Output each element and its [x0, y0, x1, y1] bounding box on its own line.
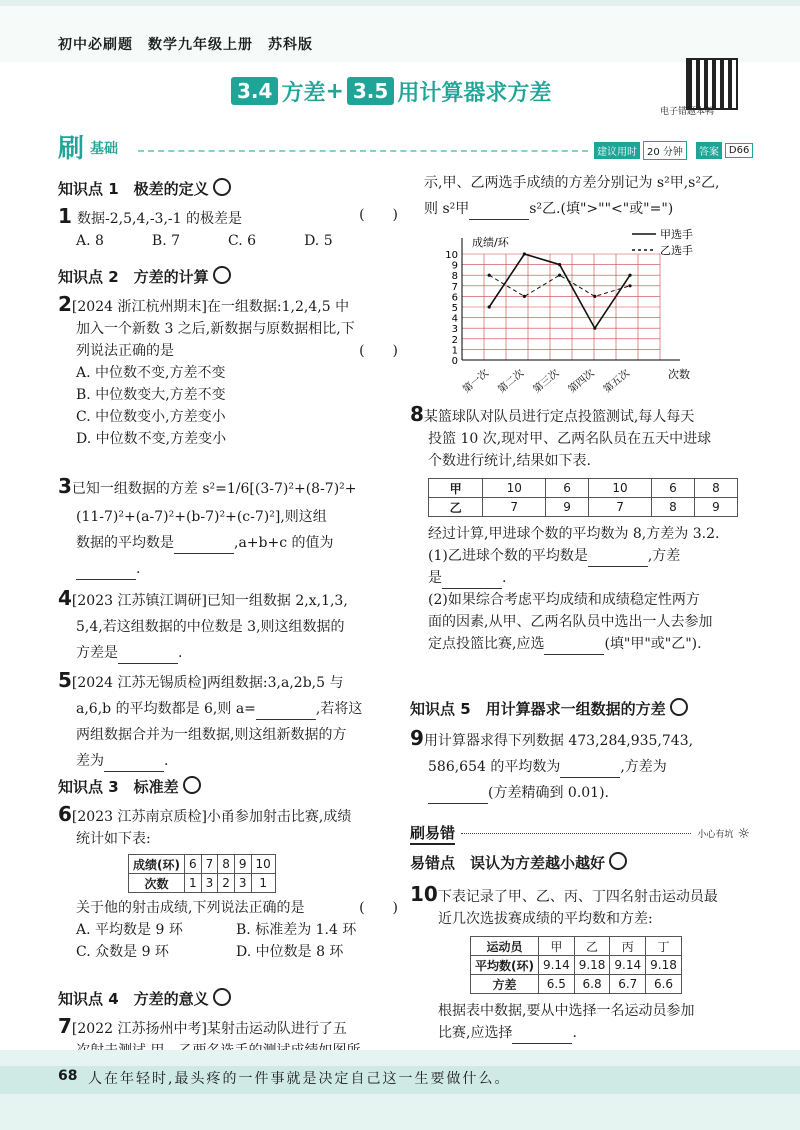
- chart-marks: [488, 227, 693, 330]
- data-point: [593, 295, 596, 298]
- pen-icon: [183, 776, 201, 794]
- score-chart: [420, 222, 720, 398]
- y-tick-label: 1: [451, 345, 458, 357]
- x-tick-label: 第四次: [566, 367, 597, 396]
- data-point: [558, 263, 561, 266]
- y-tick-label: 5: [451, 303, 458, 314]
- x-tick-label: 第三次: [531, 367, 562, 396]
- question-10: 10下表记录了甲、乙、丙、丁四名射击运动员最 近几次选拔赛成绩的平均数和方差: 运动员 甲 乙 丙 丁 平均数(环) 9.14 9.18 9.14 9.18 方差 6.5 6.8 6.7 6.6 根据表中数据,要从中选择一名运动员参加 比赛,应选择 .: [410, 882, 750, 1044]
- y-tick-label: 8: [451, 271, 458, 283]
- answer-label: 答案: [696, 142, 722, 159]
- pen-icon: [670, 698, 688, 716]
- question-6: 6[2023 江苏南京质检]小甬参加射击比赛,成绩 统计如下表: 成绩(环) 6 7 8 9 10 次数 1 3 2 3 1 关于他的射击成绩,下列说法正确的是 ( ) A. 平均数是 9 环 B. 标准差为 1.4 环 C. 众数是 9 环 D. 中位数是 8 环: [58, 802, 398, 960]
- section-name: 基础: [90, 141, 118, 157]
- page-number: 68: [58, 1068, 78, 1084]
- legend-label: 甲选手: [660, 228, 693, 241]
- data-point: [628, 274, 631, 277]
- data-point: [523, 295, 526, 298]
- question-5: 5[2024 江苏无锡质检]两组数据:3,a,2b,5 与 a,6,b 的平均数都是 6,则 a= ,若将这 两组数据合并为一组数据,则这组新数据的方 差为 .: [58, 668, 398, 772]
- chart-grid: [462, 254, 660, 360]
- data-point: [523, 252, 526, 255]
- y-tick-label: 4: [451, 313, 458, 325]
- book-header: 初中必刷题 数学九年级上册 苏科版: [58, 37, 313, 53]
- y-tick-label: 10: [445, 250, 458, 261]
- q6-table: 成绩(环) 6 7 8 9 10 次数 1 3 2 3 1: [128, 854, 276, 893]
- data-point: [488, 274, 491, 277]
- data-point: [628, 284, 631, 287]
- x-axis-label: 次数: [668, 368, 690, 381]
- kp-4: 知识点 4 方差的意义: [58, 988, 231, 1009]
- y-tick-label: 3: [451, 324, 458, 336]
- y-tick-label: 0: [451, 356, 458, 367]
- y-tick-label: 7: [451, 281, 458, 293]
- page-title: [228, 76, 551, 106]
- question-7-cont: 示,甲、乙两选手成绩的方差分别记为 s²甲,s²乙, 则 s²甲 s²乙.(填">""<"或"="): [424, 172, 754, 220]
- pen-icon: [609, 852, 627, 870]
- y-tick-label: 6: [451, 292, 458, 304]
- title-badge-2: 3.5: [347, 77, 394, 105]
- pen-icon: [213, 178, 231, 196]
- qr-code-icon[interactable]: [686, 58, 738, 110]
- data-point: [488, 305, 491, 308]
- yicuo-divider: [461, 833, 691, 834]
- data-point: [558, 274, 561, 277]
- kp-1: 知识点 1 极差的定义: [58, 178, 231, 199]
- section-tags: [594, 141, 753, 160]
- data-point: [593, 327, 596, 330]
- title-text-2: 用计算器求方差: [397, 80, 552, 106]
- pen-icon: [213, 266, 231, 284]
- yicuo-header: 刷易错 小心有坑 ☼: [410, 822, 750, 845]
- top-stripe: [0, 0, 800, 6]
- question-1: 1 数据-2,5,4,-3,-1 的极差是 ( ) A. 8 B. 7 C. 6 D. 5: [58, 204, 398, 252]
- footer-quote: 人在年轻时,最头疼的一件事就是决定自己这一生要做什么。: [88, 1071, 511, 1087]
- kp-3: 知识点 3 标准差: [58, 776, 201, 797]
- qr-label: 电子错题本鸭: [660, 107, 715, 117]
- section-divider: [138, 150, 588, 152]
- legend-label: 乙选手: [660, 244, 693, 257]
- pen-icon: [213, 988, 231, 1006]
- q8-table: 甲 10 6 10 6 8 乙 7 9 7 8 9: [428, 478, 738, 517]
- chart-axes: [445, 235, 690, 396]
- section-shua: 刷: [58, 134, 85, 164]
- question-9: 9用计算器求得下列数据 473,284,935,743, 586,654 的平均数为 ,方差为 (方差精确到 0.01).: [410, 726, 750, 804]
- kp-2: 知识点 2 方差的计算: [58, 266, 231, 287]
- kp-5: 知识点 5 用计算器求一组数据的方差: [410, 698, 688, 719]
- answer-page: D66: [725, 143, 753, 158]
- plus-icon: +: [325, 78, 344, 104]
- title-badge-1: 3.4: [231, 77, 278, 105]
- question-3: 3已知一组数据的方差 s²=1/6[(3-7)²+(8-7)²+ (11-7)²+(a-7)²+(b-7)²+(c-7)²],则这组 数据的平均数是 ,a+b+c 的值为 .: [58, 474, 398, 580]
- x-tick-label: 第二次: [496, 367, 527, 396]
- q1-options: A. 8 B. 7 C. 6 D. 5: [76, 233, 333, 249]
- y-axis-label: 成绩/环: [472, 236, 509, 249]
- question-2: 2[2024 浙江杭州期末]在一组数据:1,2,4,5 中 加入一个新数 3 之后,新数据与原数据相比,下 列说法正确的是 ( ) A. 中位数不变,方差不变 B. 中位数变大,方差不变 C. 中位数变小,方差变小 D. 中位数不变,方差变小: [58, 292, 398, 447]
- q10-table: 运动员 甲 乙 丙 丁 平均数(环) 9.14 9.18 9.14 9.18 方差 6.5 6.8 6.7 6.6: [470, 936, 682, 994]
- y-tick-label: 2: [451, 334, 458, 346]
- question-4: 4[2023 江苏镇江调研]已知一组数据 2,x,1,3, 5,4,若这组数据的中位数是 3,则这组数据的 方差是 .: [58, 586, 398, 664]
- question-8: 8某篮球队对队员进行定点投篮测试,每人每天 投篮 10 次,现对甲、乙两名队员在五天中进球 个数进行统计,结果如下表. 甲 10 6 10 6 8 乙 7 9 7 8 9 经过计算,甲进球个数的平均数为 8,方差为 3.2. (1)乙进球个数的平均数是 ,方差 是 . (2)如果综合考虑平均成绩和成绩稳定性两方 面的因素,从甲、乙两名队员中选出一人去参加 定点投篮比赛,应选 (填"甲"或"乙").: [410, 402, 750, 655]
- x-tick-label: 第五次: [601, 367, 632, 396]
- time-value: 20 分钟: [643, 141, 687, 160]
- kp-6: 易错点 误认为方差越小越好: [410, 852, 627, 873]
- title-text-1: 方差: [281, 80, 326, 106]
- time-label: 建议用时: [594, 142, 640, 159]
- x-tick-label: 第一次: [461, 367, 492, 396]
- question-7: 7[2022 江苏扬州中考]某射击运动队进行了五: [58, 1014, 347, 1038]
- sun-icon: ☼: [737, 825, 750, 842]
- y-tick-label: 9: [451, 260, 458, 272]
